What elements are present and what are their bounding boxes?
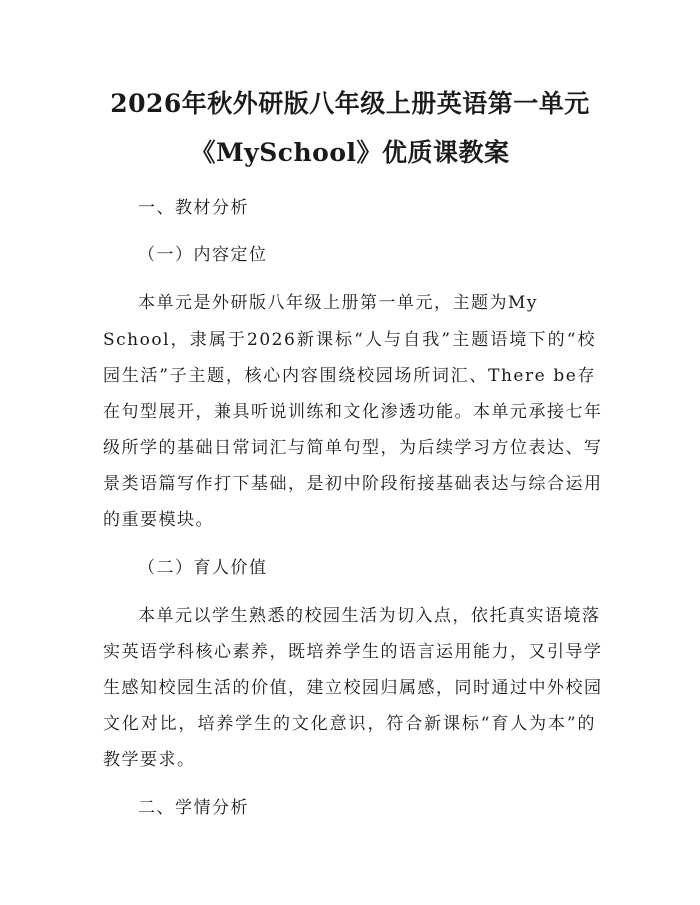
paragraph-line: 本单元以学生熟悉的校园生活为切入点，依托真实语境落 [138,606,601,626]
subsection-heading-educational-value: （二）育人价值 [138,558,268,578]
paragraph-line: 教学要求。 [103,750,196,770]
subsection-heading-content-positioning: （一）内容定位 [138,245,268,265]
section-heading-textbook-analysis: 一、教材分析 [138,198,249,218]
paragraph-line: School，隶属于2026新课标“人与自我”主题语境下的“校 [103,330,596,350]
paragraph-line: 本单元是外研版八年级上册第一单元，主题为My [138,293,539,313]
section-heading-learner-analysis: 二、学情分析 [138,798,249,818]
paragraph-line: 在句型展开，兼具听说训练和文化渗透功能。本单元承接七年 [103,402,603,422]
document-title-line-2: 《MySchool》优质课教案 [190,138,510,167]
paragraph-line: 实英语学科核心素养，既培养学生的语言运用能力，又引导学 [103,642,603,662]
paragraph-line: 的重要模块。 [103,510,214,530]
paragraph-line: 景类语篇写作打下基础，是初中阶段衔接基础表达与综合运用 [103,474,603,494]
paragraph-line: 园生活”子主题，核心内容围绕校园场所词汇、There be存 [103,366,596,386]
paragraph-line: 文化对比，培养学生的文化意识，符合新课标“育人为本”的 [103,714,596,734]
paragraph-line: 生感知校园生活的价值，建立校园归属感，同时通过中外校园 [103,678,603,698]
document-title-line-1: 2026年秋外研版八年级上册英语第一单元 [110,89,590,118]
paragraph-line: 级所学的基础日常词汇与简单句型，为后续学习方位表达、写 [103,438,603,458]
